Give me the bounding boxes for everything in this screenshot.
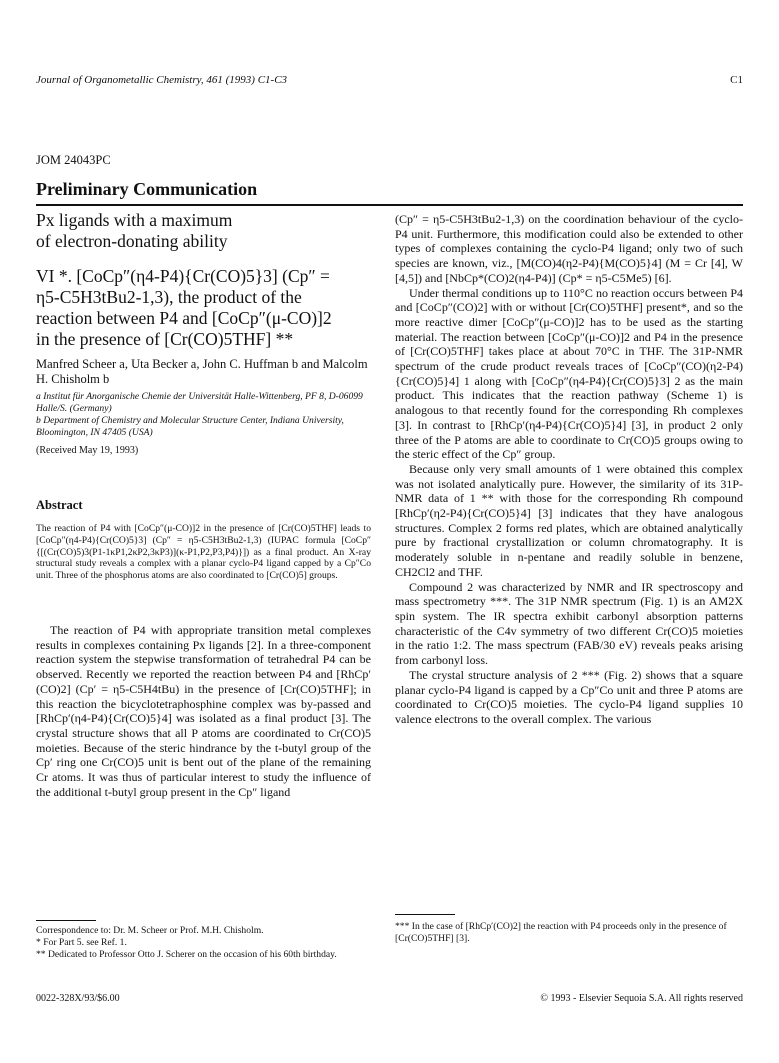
abstract-heading: Abstract [36, 498, 83, 512]
footnote-triple-star: *** In the case of [RhCp′(CO)2] the reaction with P4 proceeds only in the presence of [Cr(CO)5THF] [3]. [395, 921, 727, 944]
title-line-2: of electron-donating ability [36, 231, 228, 251]
affiliation-a: a Institut für Anorganische Chemie der Universität Halle-Wittenberg, PF 8, D-06099 Halle/S. (Germany) [36, 391, 363, 414]
footnote-star: * For Part 5. see Ref. 1. [36, 937, 127, 948]
title-line-5: reaction between P4 and [CoCp″(μ-CO)]2 [36, 308, 332, 328]
copyright-notice: © 1993 - Elsevier Sequoia S.A. All rights reserved [540, 993, 743, 1004]
title-line-4: η5-C5H3tBu2-1,3), the product of the [36, 287, 302, 307]
abstract-text: The reaction of P4 with [CoCp″(μ-CO)]2 in the presence of [Cr(CO)5THF] leads to [CoCp″(η4-P4){Cr(CO)5}3] (Cp″ = η5-C5H3tBu2-1,3) (IUPAC formula [CoCp″{[(Cr(CO)5)3(P1-1κP1,2κP2,3κP3)](κ-P1,P2,P3,P4)}]) as a final product. An X-ray structural study reveals a complex with a planar cyclo-P4 ligand capped by a Cp″Co unit. Three of the phosphorus atoms are also coordinated to [Cr(CO)5] groups. [36, 523, 371, 582]
section-heading: Preliminary Communication [36, 179, 258, 199]
footnote-double-star: ** Dedicated to Professor Otto J. Scherer on the occasion of his 60th birthday. [36, 949, 337, 960]
article-title [36, 210, 371, 350]
paragraph: Under thermal conditions up to 110°C no reaction occurs between P4 and [CoCp″(CO)2] with or without [Cr(CO)5THF] present*, and so the more reactive dimer [CoCp″(μ-CO)]2 has to be used as the starting material. The reaction between [CoCp″(μ-CO)]2 and P4 in the presence of [Cr(CO)5THF] takes place at about 70°C in THF. The 31P-NMR spectrum of the crude product reveals traces of [CoCp″(CO)(η2-P4){Cr(CO)5}4] 1 along with [CoCp″(η4-P4){Cr(CO)5}3] 2 as the main product. This indicates that the reaction pathway (Scheme 1) is analogous to that recently found for the corresponding Rh complexes [3]. In contrast to [RhCp′(η4-P4){Cr(CO)5}4] [3], in product 2 only three of the P atoms are able to coordinate to Cr(CO)5 groups owing to the steric effect of the Cp″ group. [395, 285, 743, 462]
body-text-left: The reaction of P4 with appropriate transition metal complexes results in complexes containing Px ligands [2]. In a three-component reaction system the stepwise transformation of tetrahedral P4 can be observed. Recently we reported the reaction between P4 and [RhCp′(CO)2] (Cp′ = η5-C5H4tBu) in the presence of [Cr(CO)5THF]; in this reaction the bicyclotetraphosphine complex was by-passed and [RhCp′(η4-P4){Cr(CO)5}4] was isolated as a final product [3]. The crystal structure shows that all P atoms are coordinated to Cr(CO)5 moieties. Because of the steric hindrance by the t-butyl group of the Cp′ ring one Cr(CO)5 unit is bent out of the plane of the remaining Cr atoms. It was thus of particular interest to study the influence of the additional t-butyl group present in the Cp″ ligand [36, 623, 371, 799]
paragraph: The crystal structure analysis of 2 *** (Fig. 2) shows that a square planar cyclo-P4 ligand is capped by a Cp″Co unit and three P atoms are coordinated to Cr(CO)5 moieties. The cyclo-P4 ligand supplies 10 valence electrons to the overall complex. The various [395, 667, 743, 726]
paragraph: (Cp″ = η5-C5H3tBu2-1,3) on the coordination behaviour of the cyclo-P4 unit. Furthermore, this modification could also be extended to other types of complexes containing the cyclo-P4 ligand; only two of such species are known, viz., [M(CO)4(η2-P4){M(CO)5}4] (M = Cr [4], W [4,5]) and [NbCp*(CO)2(η4-P4)] (Cp* = η5-C5Me5) [6]. [395, 212, 743, 285]
paragraph: Compound 2 was characterized by NMR and IR spectroscopy and mass spectrometry ***. The 31P NMR spectrum (Fig. 1) is an AM2X spin system. The IR spectra exhibit carbonyl absorption patterns characteristic of the C4v symmetry of two different Cr(CO)5 moieties in the ratio 1:2. The mass spectrum (FAB/30 eV) reveals peaks arising from carbonyl loss. [395, 579, 743, 668]
title-spacer [36, 252, 371, 266]
author-list: Manfred Scheer a, Uta Becker a, John C. Huffman b and Malcolm H. Chisholm b [36, 357, 368, 386]
footnote-rule [36, 920, 96, 921]
issn-price: 0022-328X/93/$6.00 [36, 993, 120, 1004]
jom-code: JOM 24043PC [36, 153, 111, 167]
title-line-3: VI *. [CoCp″(η4-P4){Cr(CO)5}3] (Cp″ = [36, 266, 330, 286]
title-line-1: Px ligands with a maximum [36, 210, 233, 230]
paragraph: Because only very small amounts of 1 were obtained this complex was not isolated analytically pure. However, the similarity of its 31P-NMR data of 1 ** with those for the corresponding Rh compound [RhCp′(η2-P4){Cr(CO)5}4] [3] indicates that they have analogous structures. Complex 2 forms red plates, which are obtained analytically pure by fractional crystallization or column chromatography. It is moderately soluble in n-pentane and readily soluble in benzene, CH2Cl2 and THF. [395, 461, 743, 579]
affiliations [36, 391, 371, 439]
header-rule [36, 204, 743, 206]
page-number: C1 [730, 74, 743, 86]
footnotes-left [36, 925, 371, 961]
received-date: (Received May 19, 1993) [36, 445, 139, 456]
correspondence-note: Correspondence to: Dr. M. Scheer or Prof. M.H. Chisholm. [36, 925, 264, 936]
body-text-right [395, 212, 743, 727]
affiliation-b: b Department of Chemistry and Molecular Structure Center, Indiana University, Bloomington, IN 47405 (USA) [36, 415, 344, 438]
journal-citation: Journal of Organometallic Chemistry, 461 (1993) C1-C3 [36, 74, 288, 86]
title-line-6: in the presence of [Cr(CO)5THF] ** [36, 329, 294, 349]
footnote-rule [395, 914, 455, 915]
running-head [36, 74, 743, 86]
